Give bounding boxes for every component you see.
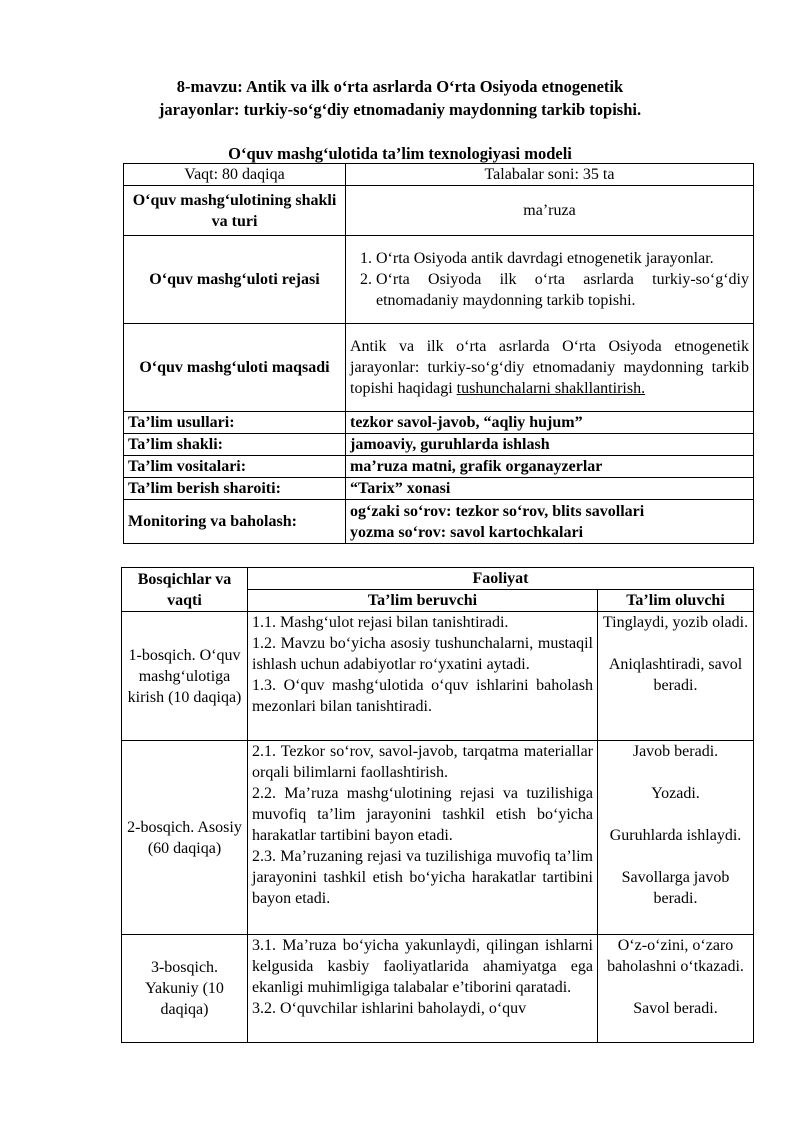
tools-label: Ta’lim vositalari:	[124, 456, 346, 478]
tools-value: ma’ruza matni, grafik organayzerlar	[346, 456, 754, 478]
teacher-step: 1.3. O‘quv mashg‘ulotida o‘quv ishlarini baholash mezonlari bilan tanishtiradi.	[252, 677, 593, 715]
student-step: Guruhlarda ishlaydi.	[609, 827, 742, 844]
page-title	[0, 75, 800, 121]
stage-3-student	[598, 935, 754, 1043]
conditions-label: Ta’lim berish sharoiti:	[124, 478, 346, 500]
stage-3-teacher	[248, 935, 598, 1043]
goal-label: O‘quv mashg‘uloti maqsadi	[124, 324, 346, 412]
title-line-1: 8-mavzu: Antik va ilk o‘rta asrlarda O‘rta Osiyoda etnogenetik	[176, 77, 624, 96]
teacher-step: 1.2. Mavzu bo‘yicha asosiy tushunchalarni, mustaqil ishlash uchun adabiyotlar ro‘yxatini aytadi.	[252, 635, 593, 673]
stages-table	[121, 567, 754, 1043]
stage-1-student	[598, 612, 754, 741]
teacher-step: 2.1. Tezkor so‘rov, savol-javob, tarqatma materiallar orqali bilimlarni faollashtirish.	[252, 743, 593, 781]
monitoring-line-1: og‘zaki so‘rov: tezkor so‘rov, blits savollari	[350, 502, 645, 520]
student-step: O‘z-o‘zini, o‘zaro baholashni o‘tkazadi.	[607, 937, 744, 975]
goal-text: Antik va ilk o‘rta asrlarda O‘rta Osiyoda etnogenetik jarayonlar: turkiy-so‘g‘diy etnomadaniy maydonning tarkib topishi haqidagi	[350, 338, 749, 397]
plan-label: O‘quv mashg‘uloti rejasi	[124, 236, 346, 324]
teacher-step: 3.1. Ma’ruza bo‘yicha yakunlaydi, qilingan ishlarni kelgusida kasbiy faoliyatlarida ahamiyatga ega ekanligi muhimligiga talabalar e’tiborini qaratadi.	[252, 937, 593, 996]
title-line-2: jarayonlar: turkiy-so‘g‘diy etnomadaniy maydonning tarkib topishi.	[158, 100, 642, 119]
student-step: Yozadi.	[651, 785, 700, 802]
form-label: O‘quv mashg‘ulotining shakli va turi	[124, 186, 346, 236]
monitoring-label: Monitoring va baholash:	[124, 500, 346, 544]
stage-2-student	[598, 741, 754, 935]
teacher-step: 3.2. O‘quvchilar ishlarini baholaydi, o‘quv	[252, 1000, 527, 1017]
form-value: ma’ruza	[346, 186, 754, 236]
model-title: O‘quv mashg‘ulotida ta’lim texnologiyasi modeli	[228, 144, 572, 163]
stage-1-name: 1-bosqich. O‘quv mashg‘ulotiga kirish (10 daqiqa)	[122, 612, 248, 741]
form-type-label: Ta’lim shakli:	[124, 434, 346, 456]
plan-item: 1. O‘rta Osiyoda antik davrdagi etnogenetik jarayonlar.	[376, 248, 749, 269]
plan-value	[346, 236, 754, 324]
teacher-header: Ta’lim beruvchi	[248, 590, 598, 612]
goal-underlined-text: tushunchalarni shakllantirish.	[456, 380, 646, 397]
time-cell: Vaqt: 80 daqiqa	[124, 164, 346, 186]
students-cell: Talabalar soni: 35 ta	[346, 164, 754, 186]
stage-2-name: 2-bosqich. Asosiy (60 daqiqa)	[122, 741, 248, 935]
stage-header: Bosqichlar va vaqti	[122, 568, 248, 612]
student-step: Savol beradi.	[633, 1000, 718, 1017]
stage-3-name: 3-bosqich. Yakuniy (10 daqiqa)	[122, 935, 248, 1043]
teacher-step: 1.1. Mashg‘ulot rejasi bilan tanishtiradi.	[252, 614, 509, 631]
conditions-value: “Tarix” xonasi	[346, 478, 754, 500]
lesson-model-table	[123, 163, 754, 544]
activity-header: Faoliyat	[248, 568, 754, 590]
stage-1-teacher	[248, 612, 598, 741]
monitoring-line-2: yozma so‘rov: savol kartochkalari	[350, 523, 584, 541]
student-header: Ta’lim oluvchi	[598, 590, 754, 612]
goal-value	[346, 324, 754, 412]
student-step: Javob beradi.	[632, 743, 719, 760]
stage-2-teacher	[248, 741, 598, 935]
methods-label: Ta’lim usullari:	[124, 412, 346, 434]
teacher-step: 2.3. Ma’ruzaning rejasi va tuzilishiga muvofiq ta’lim jarayonini tashkil etish bo‘yicha harakatlar tartibini bayon etadi.	[252, 848, 593, 907]
plan-item: 2. O‘rta Osiyoda ilk o‘rta asrlarda turkiy-so‘g‘diy etnomadaniy maydonning tarkib topishi.	[376, 269, 749, 311]
student-step: Tinglaydi, yozib oladi.	[602, 614, 749, 631]
student-step: Savollarga javob beradi.	[621, 869, 730, 907]
methods-value: tezkor savol-javob, “aqliy hujum”	[346, 412, 754, 434]
student-step: Aniqlashtiradi, savol beradi.	[608, 656, 743, 694]
teacher-step: 2.2. Ma’ruza mashg‘ulotining rejasi va tuzilishiga muvofiq ta’lim jarayonini tashkil etish bo‘yicha harakatlar tartibini bayon etadi.	[252, 785, 593, 844]
form-type-value: jamoaviy, guruhlarda ishlash	[346, 434, 754, 456]
monitoring-value	[346, 500, 754, 544]
